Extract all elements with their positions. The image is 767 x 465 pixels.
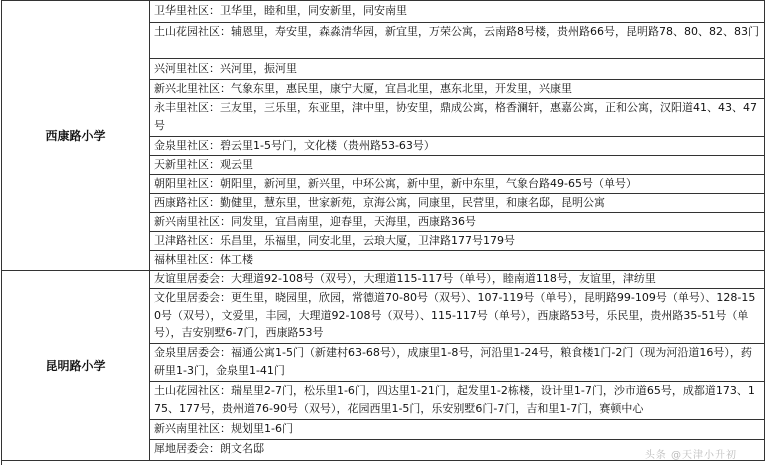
community-row: 天新里社区：观云里: [150, 156, 764, 175]
community-row: 金泉里社区：碧云里1-5号门，文化楼（贵州路53-63号）: [150, 137, 764, 156]
community-list: [150, 270, 764, 460]
community-row: 友谊里居委会：大理道92-108号（双号），大理道115-117号（单号），睦南道118号，友谊里，津纺里: [150, 270, 764, 289]
community-row: 永丰里社区：三友里，三乐里，东亚里，津中里，协安里，鼎成公寓，格香澜轩，惠嘉公寓，正和公寓，汉阳道41、43、47号: [150, 99, 764, 137]
community-row: 西康路社区：勤健里，慧东里，世家新苑，京海公寓，同康里，民营里，和康名邸，昆明公寓: [150, 194, 764, 213]
community-row: 兴河里社区：兴河里，振河里: [150, 59, 764, 80]
community-row: 卫津路社区：乐昌里，乐福里，同安北里，云琅大厦，卫津路177号179号: [150, 232, 764, 251]
community-row: 文化里居委会：更生里，晓园里，欣园，常德道70-80号（双号）、107-119号（单号），昆明路99-109号（单号）、128-150号（双号），文爱里，丰园，大理道92-108号（双号）、115-117号（单号），西康路53号，乐民里，贵州路35-51号（单号），吉安别墅6-7门，西康路53号: [150, 289, 764, 344]
watermark: 头条 @天津小升初: [644, 450, 737, 461]
school-group-xikanglu: [2, 1, 765, 271]
school-group-kunminglu: [2, 270, 765, 461]
community-row: 新兴北里社区：气象东里，惠民里，康宁大厦，宜昌北里，惠东北里，开发里，兴康里: [150, 80, 764, 99]
community-row: 卫华里社区：卫华里，睦和里，同安新里，同安南里: [150, 1, 764, 23]
district-table: [1, 0, 765, 465]
community-row: 犀地居委会：朗文名邸: [154, 442, 264, 455]
community-row: 福林里社区：体工楼: [154, 253, 253, 266]
school-name: 昆明路小学: [2, 270, 150, 460]
community-row: 土山花园社区：瑞星里2-7门，松乐里1-6门，四达里1-21门，起发里1-2栋楼，设计里1-7门，沙市道65号，成都道173、175、177号，贵州道76-90号（双号），花园西里1-5门，乐安别墅6门-7门，吉和里1-7门，赛顿中心: [150, 382, 764, 420]
community-row: 新兴南里社区：同发里，宜昌南里，迎春里，天海里，西康路36号: [150, 213, 764, 232]
community-row: 朝阳里社区：朝阳里，新河里，新兴里，中环公寓，新中里，新中东里，气象台路49-65号（单号）: [150, 175, 764, 194]
community-row: 金泉里居委会：福通公寓1-5门（新建村63-68号），成康里1-8号，河沿里1-24号，粮食楼1门-2门（现为河沿道16号），药研里1-3门，金泉里1-41门: [150, 344, 764, 382]
community-list: [150, 1, 764, 270]
community-row: 土山花园社区：辅恩里，寿安里，森淼清华园，新宜里，万荣公寓，云南路8号楼，贵州路66号，昆明路78、80、82、83门: [150, 23, 764, 59]
school-name: 西康路小学: [2, 1, 150, 270]
community-row: 新兴南里社区：规划里1-6门: [150, 420, 764, 440]
